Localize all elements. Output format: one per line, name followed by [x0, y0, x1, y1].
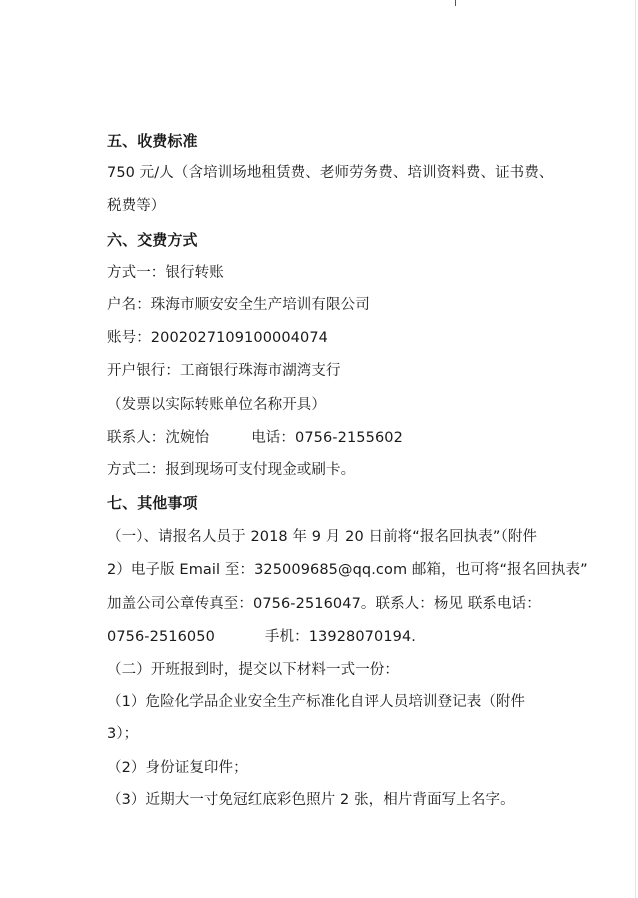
fee-line-1: 750 元/人（含培训场地租赁费、老师劳务费、培训资料费、证书费、 [107, 165, 554, 181]
bank-name: 开户银行：工商银行珠海市湖湾支行 [107, 363, 341, 379]
scan-mark [455, 0, 456, 6]
contact-tel: 0756-2516050 [107, 629, 215, 645]
item-1-line-4 [107, 627, 416, 647]
item-2-1-line-1: （1）危险化学品企业安全生产标准化自评人员培训登记表（附件 [107, 694, 526, 710]
contact-phone: 电话：0756-2155602 [251, 430, 403, 446]
item-2-3: （3）近期大一寸免冠红底彩色照片 2 张，相片背面写上名字。 [107, 792, 515, 808]
fee-line-2: 税费等） [107, 198, 166, 214]
contact-line [107, 428, 403, 448]
account-number: 账号：2002027109100004074 [107, 330, 328, 346]
payment-method-1: 方式一：银行转账 [107, 265, 224, 281]
payment-method-2: 方式二：报到现场可支付现金或刷卡。 [107, 462, 356, 478]
section-heading-other: 七、其他事项 [107, 494, 198, 512]
invoice-note: （发票以实际转账单位名称开具） [107, 397, 326, 413]
contact-mobile: 手机：13928070194. [264, 629, 417, 645]
account-name: 户名：珠海市顺安安全生产培训有限公司 [107, 297, 370, 313]
item-2-2: （2）身份证复印件； [107, 760, 248, 776]
item-1-line-2: 2）电子版 Email 至：325009685@qq.com 邮箱，也可将“报名回执表” [107, 562, 588, 578]
item-2: （二）开班报到时，提交以下材料一式一份： [107, 662, 399, 678]
section-heading-payment: 六、交费方式 [107, 231, 198, 249]
item-1-line-1: （一）、请报名人员于 2018 年 9 月 20 日前将“报名回执表”（附件 [107, 529, 538, 545]
item-2-1-line-2: 3）； [107, 726, 139, 742]
contact-person: 联系人：沈婉怡 [107, 430, 210, 446]
page-edge [635, 0, 636, 898]
item-1-line-3: 加盖公司公章传真至：0756-2516047。联系人：杨见 联系电话： [107, 596, 541, 612]
section-heading-fees: 五、收费标准 [107, 132, 198, 150]
